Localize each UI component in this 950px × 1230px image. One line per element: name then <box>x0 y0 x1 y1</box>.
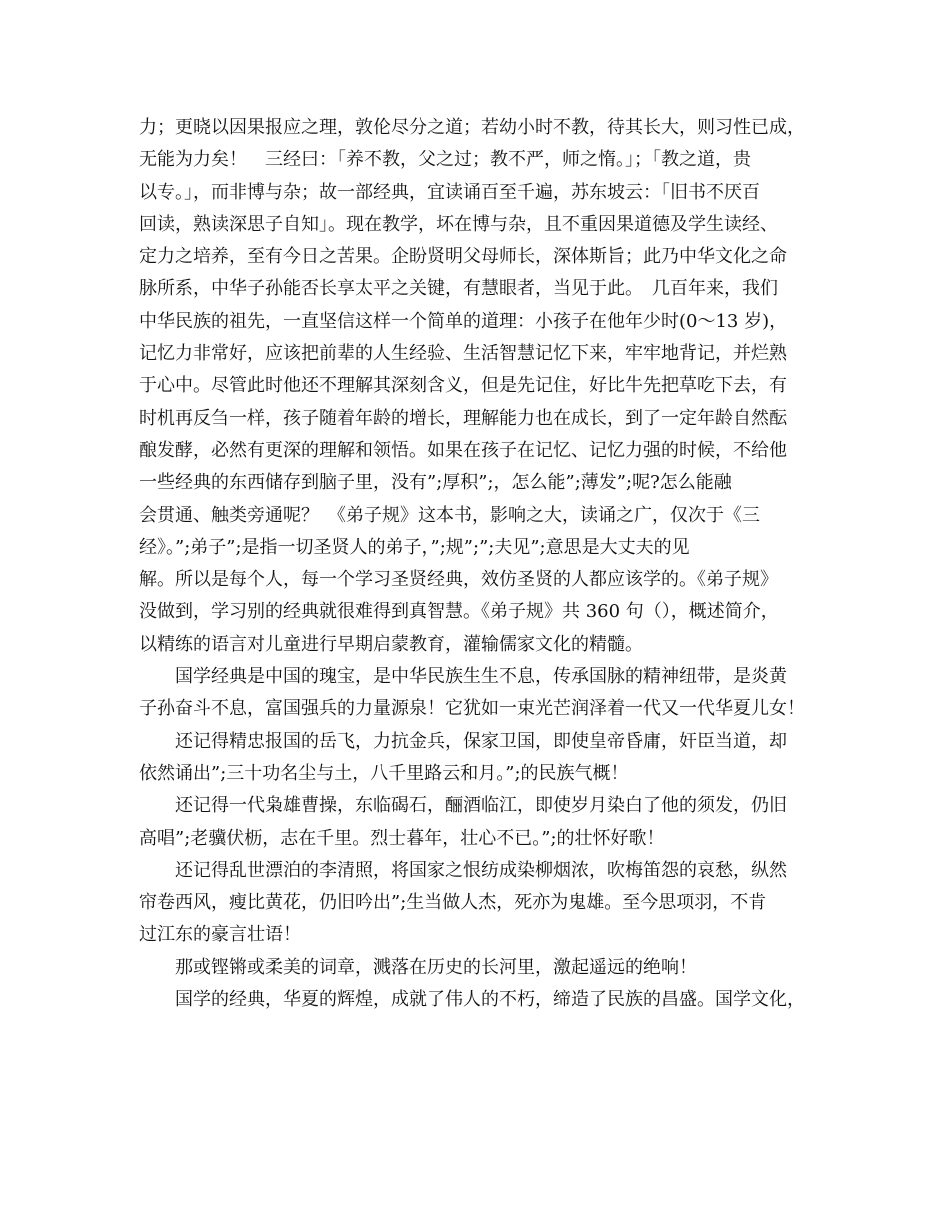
paragraph-line: 国学的经典，华夏的辉煌，成就了伟人的不朽，缔造了民族的昌盛。国学文化， <box>175 989 805 1011</box>
paragraph-line: 国学经典是中国的瑰宝，是中华民族生生不息，传承国脉的精神纽带，是炎黄 <box>175 666 787 688</box>
text-line: 没做到，学习别的经典就很难得到真智慧。《弟子规》共 360 句（），概述简介， <box>139 601 779 623</box>
text-line: 无能为力矣！ 三经曰：「养不教，父之过；教不严，师之惰。」；「教之道，贵 <box>139 149 751 171</box>
paragraph-line: 那或铿锵或柔美的词章，溅落在历史的长河里，激起遥远的绝响！ <box>175 956 697 978</box>
text-line: 经》。”;弟子”;是指一切圣贤人的弟子，”;规”;”;夫见”;意思是大丈夫的见 <box>139 536 690 558</box>
paragraph-line: 过江东的豪言壮语！ <box>139 924 301 946</box>
paragraph-line: 还记得乱世漂泊的李清照，将国家之恨纺成染柳烟浓，吹梅笛怨的哀愁，纵然 <box>175 859 787 881</box>
paragraph-line: 子孙奋斗不息，富国强兵的力量源泉！它犹如一束光芒润泽着一代又一代华夏儿女！ <box>139 698 805 720</box>
text-line: 中华民族的祖先，一直坚信这样一个简单的道理：小孩子在他年少时(0～13 岁)， <box>139 310 788 332</box>
text-line: 于心中。尽管此时他还不理解其深刻含义，但是先记住，好比牛先把草吃下去，有 <box>139 375 787 397</box>
paragraph-line: 还记得精忠报国的岳飞，力抗金兵，保家卫国，即使皇帝昏庸，奸臣当道，却 <box>175 730 787 752</box>
text-line: 一些经典的东西储存到脑子里，没有”;厚积”;，怎么能”;薄发”;呢?怎么能融 <box>139 472 732 494</box>
text-line: 以专。」，而非博与杂；故一部经典，宜读诵百至千遍，苏东坡云：「旧书不厌百 <box>139 181 760 203</box>
text-line: 时机再反刍一样，孩子随着年龄的增长，理解能力也在成长，到了一定年龄自然酝 <box>139 407 787 429</box>
text-line: 定力之培养，至有今日之苦果。企盼贤明父母师长，深体斯旨；此乃中华文化之命 <box>139 246 787 268</box>
text-line: 记忆力非常好，应该把前辈的人生经验、生活智慧记忆下来，牢牢地背记，并烂熟 <box>139 343 787 365</box>
paragraph-line: 高唱”;老骥伏枥，志在千里。烈士暮年，壮心不已。”;的壮怀好歌！ <box>139 827 665 849</box>
text-line: 以精练的语言对儿童进行早期启蒙教育，灌输儒家文化的精髓。 <box>139 633 643 655</box>
text-line: 会贯通、触类旁通呢？ 《弟子规》这本书，影响之大，读诵之广，仅次于《三 <box>139 504 760 526</box>
text-line: 脉所系，中华子孙能否长享太平之关键，有慧眼者，当见于此。 几百年来，我们 <box>139 278 778 300</box>
paragraph-line: 还记得一代枭雄曹操，东临碣石，酾酒临江，即使岁月染白了他的须发，仍旧 <box>175 795 787 817</box>
text-line: 回读，熟读深思子自知」。现在教学，坏在博与杂，且不重因果道德及学生读经、 <box>139 213 778 235</box>
text-line: 解。所以是每个人，每一个学习圣贤经典，效仿圣贤的人都应该学的。《弟子规》 <box>139 569 778 591</box>
document-body <box>139 112 823 1016</box>
paragraph-line: 帘卷西风，瘦比黄花，仍旧吟出”;生当做人杰，死亦为鬼雄。至今思项羽，不肯 <box>139 892 767 914</box>
text-line: 酿发酵，必然有更深的理解和领悟。如果在孩子在记忆、记忆力强的时候，不给他 <box>139 439 787 461</box>
text-line: 力；更晓以因果报应之理，敦伦尽分之道；若幼小时不教，待其长大，则习性已成， <box>139 117 805 138</box>
paragraph-line: 依然诵出”;三十功名尘与土，八千里路云和月。”;的民族气概！ <box>139 762 629 784</box>
